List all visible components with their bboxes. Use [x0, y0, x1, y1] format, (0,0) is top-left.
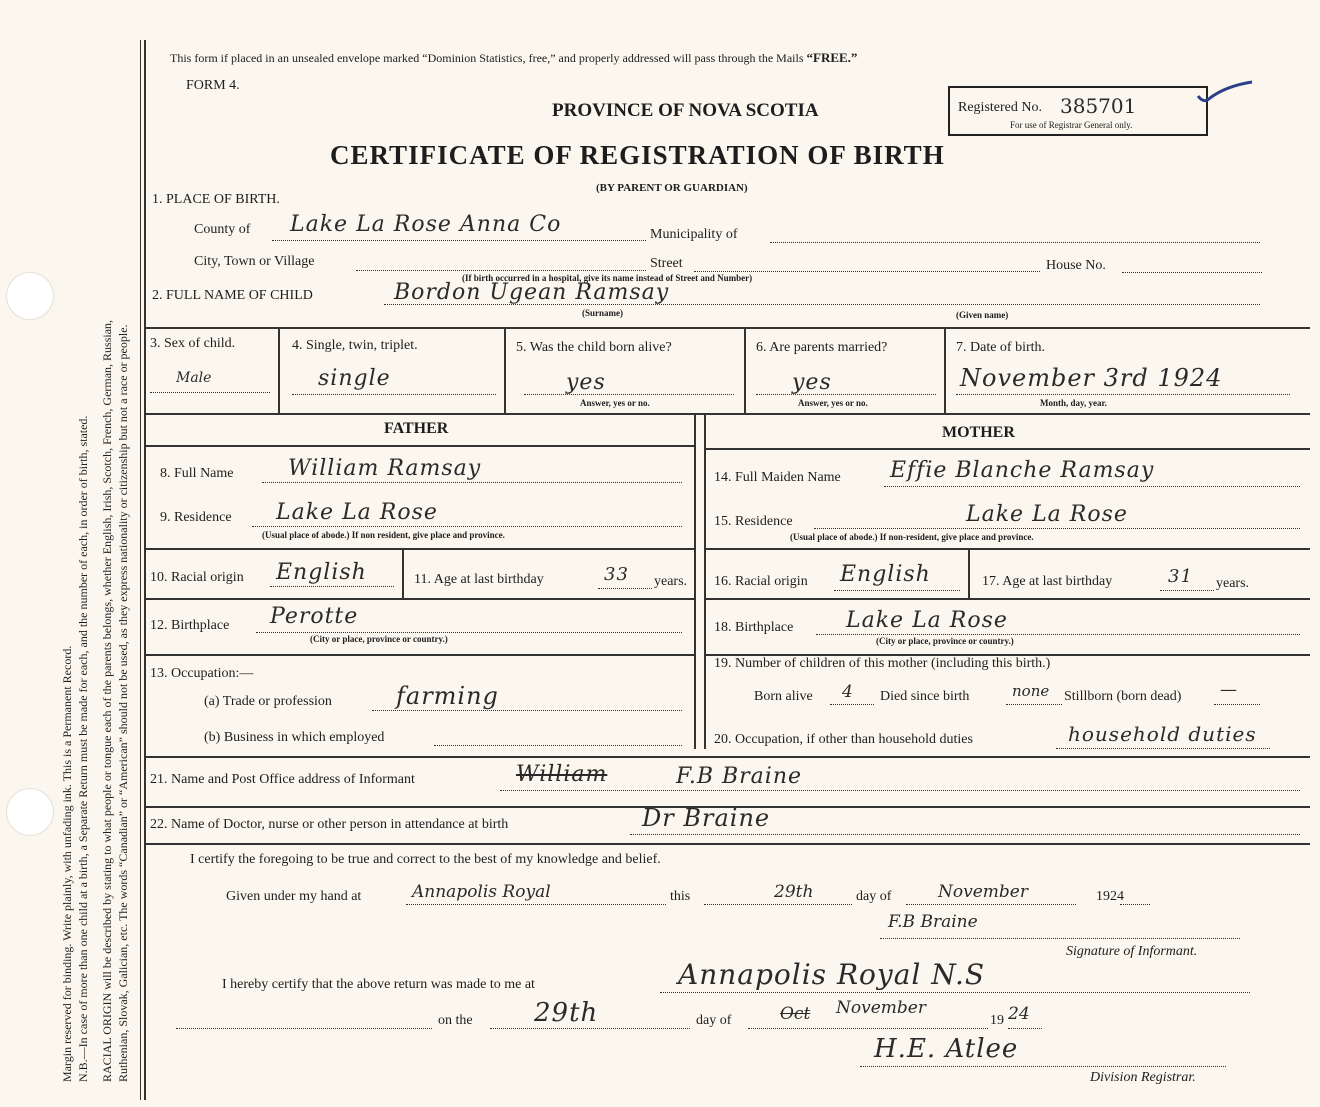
born-alive-count-label: Born alive [754, 689, 813, 704]
single-twin-label: 4. Single, twin, triplet. [292, 338, 418, 353]
father-birthplace-label: 12. Birthplace [150, 618, 230, 633]
doctor-line [630, 834, 1300, 835]
given-place-line [406, 904, 666, 905]
father-name-line [262, 482, 682, 483]
city-line [356, 270, 646, 271]
given-year-value: 1924 [1096, 889, 1124, 904]
county-line [272, 240, 646, 241]
row3-bottom-rule [145, 413, 1310, 415]
mother-occupation-label: 20. Occupation, if other than household duties [714, 732, 973, 747]
father-heading-rule [145, 445, 694, 447]
date-of-birth-label: 7. Date of birth. [956, 340, 1046, 355]
father-racial-rule [145, 598, 694, 600]
father-age-divider [402, 548, 404, 598]
row3-divider-2 [504, 327, 506, 413]
margin-text-4: Ruthenian, Slovak, Galician, etc. The words “Canadian” or “American” should not be used, as they express nationality or citizenship but not a race or people. [116, 324, 130, 1082]
mail-notice-free: “FREE.” [806, 50, 858, 65]
registration-box [948, 86, 1208, 136]
registered-number: 385701 [1060, 94, 1137, 118]
stillborn-label: Stillborn (born dead) [1064, 689, 1182, 704]
father-racial-line [270, 586, 394, 587]
mother-residence-note: (Usual place of abode.) If non-resident, give place and province. [790, 532, 1034, 542]
given-year-line [1120, 904, 1150, 905]
informant-signature-line [880, 938, 1240, 939]
child-name-line [384, 304, 1260, 305]
mother-birthplace-value: Lake La Rose [846, 608, 1008, 633]
mother-name-line [884, 486, 1300, 487]
page-title: CERTIFICATE OF REGISTRATION OF BIRTH [330, 140, 945, 170]
given-day-line [704, 904, 852, 905]
sex-line [150, 392, 270, 393]
registrar-signature-line [860, 1066, 1226, 1067]
stillborn-value: — [1220, 680, 1237, 700]
father-birthplace-line [256, 632, 682, 633]
mother-residence-label: 15. Residence [714, 514, 793, 529]
division-registrar-label: Division Registrar. [1090, 1070, 1196, 1085]
parents-married-note: Answer, yes or no. [798, 398, 868, 408]
informant-struck-value: William [516, 762, 608, 787]
margin-rule-outer [140, 40, 141, 1100]
informant-label: 21. Name and Post Office address of Informant [150, 772, 415, 787]
mother-occupation-line [1056, 748, 1270, 749]
father-racial-value: English [276, 560, 367, 585]
mother-children-label: 19. Number of children of this mother (including this birth.) [714, 656, 1051, 671]
street-line [694, 271, 1040, 272]
parents-married-line [756, 394, 936, 395]
mother-occupation-value: household duties [1068, 722, 1257, 746]
registrar-place-line [660, 992, 1250, 993]
row21-top-rule [145, 756, 1310, 758]
binding-hole-top [6, 272, 54, 320]
signature-of-informant-label: Signature of Informant. [1066, 944, 1198, 959]
mother-years-label: years. [1216, 576, 1250, 591]
margin-text-2: N.B.—In case of more than one child at a birth, a Separate Return must be made for each, and the number of each, in order of birth, stated. [76, 415, 90, 1082]
page-subtitle: (BY PARENT OR GUARDIAN) [596, 182, 748, 194]
mother-racial-value: English [840, 562, 931, 587]
mother-birthplace-line [816, 634, 1300, 635]
row3-top-rule [145, 327, 1310, 329]
mother-residence-value: Lake La Rose [966, 502, 1128, 527]
registrar-year-line [1008, 1028, 1042, 1029]
sex-label: 3. Sex of child. [150, 336, 236, 351]
row3-divider-3 [744, 327, 746, 413]
on-the-label: on the [438, 1013, 473, 1028]
stillborn-line [1214, 704, 1260, 705]
died-since-birth-value: none [1012, 682, 1050, 700]
date-of-birth-value: November 3rd 1924 [960, 364, 1223, 392]
city-label: City, Town or Village [194, 254, 315, 269]
registrar-year-value: 24 [1008, 1004, 1030, 1024]
registrar-year-prefix: 19 [990, 1013, 1004, 1028]
father-name-value: William Ramsay [288, 456, 482, 481]
born-alive-value: yes [566, 370, 606, 395]
born-alive-count-line [830, 704, 874, 705]
child-name-label: 2. FULL NAME OF CHILD [152, 288, 313, 303]
place-of-birth-label: 1. PLACE OF BIRTH. [152, 192, 280, 207]
surname-note: (Surname) [582, 308, 623, 318]
mother-column-left [704, 413, 706, 749]
mother-name-label: 14. Full Maiden Name [714, 470, 841, 485]
municipality-line [770, 242, 1260, 243]
date-of-birth-note: Month, day, year. [1040, 398, 1107, 408]
mother-residence-line [814, 528, 1300, 529]
province-heading: PROVINCE OF NOVA SCOTIA [552, 100, 819, 121]
father-birthplace-rule [145, 654, 694, 656]
registered-label: Registered No. [958, 100, 1042, 115]
doctor-label: 22. Name of Doctor, nurse or other person in attendance at birth [150, 817, 509, 832]
this-label: this [670, 889, 691, 904]
parents-married-label: 6. Are parents married? [756, 340, 888, 355]
father-trade-line [372, 710, 682, 711]
single-twin-value: single [318, 366, 391, 391]
given-day-value: 29th [774, 882, 814, 902]
father-years-label: years. [654, 574, 688, 589]
informant-signature: F.B Braine [888, 912, 978, 932]
father-residence-line [252, 526, 682, 527]
given-day-of-label: day of [856, 889, 892, 904]
single-twin-line [292, 394, 496, 395]
row22-bottom-rule [145, 843, 1310, 845]
informant-value: F.B Braine [676, 764, 803, 789]
mother-residence-rule [705, 548, 1310, 550]
mother-birthplace-label: 18. Birthplace [714, 620, 794, 635]
mother-age-divider [968, 548, 970, 598]
father-birthplace-value: Perotte [270, 604, 359, 629]
father-residence-note: (Usual place of abode.) If non resident, give place and province. [262, 530, 505, 540]
certification-statement: I certify the foregoing to be true and correct to the best of my knowledge and belief. [190, 852, 661, 867]
registrar-place-value: Annapolis Royal N.S [678, 958, 986, 991]
died-since-birth-line [1006, 704, 1062, 705]
binding-hole-bottom [6, 788, 54, 836]
given-month-value: November [938, 882, 1028, 902]
father-residence-value: Lake La Rose [276, 500, 438, 525]
mother-racial-line [834, 590, 960, 591]
died-since-birth-label: Died since birth [880, 689, 970, 704]
born-alive-line [524, 394, 734, 395]
registrar-day-value: 29th [534, 998, 599, 1028]
born-alive-label: 5. Was the child born alive? [516, 340, 672, 355]
parents-married-value: yes [792, 370, 832, 395]
mother-racial-rule [705, 598, 1310, 600]
house-label: House No. [1046, 258, 1106, 273]
check-mark-icon [1196, 78, 1256, 108]
county-label: County of [194, 222, 251, 237]
father-trade-value: farming [396, 682, 499, 710]
registrar-month-value: November [836, 998, 926, 1018]
margin-text-1: Margin reserved for binding. Write plainly, with unfading ink. This is a Permanent Record. [60, 645, 74, 1082]
mother-name-value: Effie Blanche Ramsay [890, 458, 1155, 483]
given-name-note: (Given name) [956, 310, 1009, 320]
sex-value: Male [176, 370, 212, 386]
father-column-right [694, 413, 696, 749]
born-alive-count-value: 4 [842, 682, 853, 702]
mother-racial-label: 16. Racial origin [714, 574, 808, 589]
father-business-line [434, 745, 682, 746]
mother-age-label: 17. Age at last birthday [982, 574, 1113, 589]
father-occupation-label: 13. Occupation:— [150, 666, 254, 681]
row3-divider-4 [944, 327, 946, 413]
street-label: Street [650, 256, 683, 271]
registrar-month-line [748, 1028, 988, 1029]
given-under-hand-label: Given under my hand at [226, 889, 362, 904]
mail-notice [170, 50, 857, 66]
father-age-value: 33 [604, 564, 629, 585]
father-residence-label: 9. Residence [160, 510, 232, 525]
registrar-day-of-label: day of [696, 1013, 732, 1028]
father-name-label: 8. Full Name [160, 466, 234, 481]
father-residence-rule [145, 548, 694, 550]
hospital-note: (If birth occurred in a hospital, give its name instead of Street and Number) [462, 273, 753, 283]
father-business-label: (b) Business in which employed [204, 730, 385, 745]
mother-heading: MOTHER [942, 424, 1015, 441]
margin-text-3: RACIAL ORIGIN will be described by stating to what people or tongue each of the parents belongs, whether English, Irish, Scotch, French, German, Russian, [100, 319, 114, 1082]
house-line [1122, 272, 1262, 273]
given-place-value: Annapolis Royal [412, 882, 551, 902]
father-trade-label: (a) Trade or profession [204, 694, 332, 709]
mother-age-value: 31 [1168, 566, 1193, 587]
on-the-lead-line [176, 1028, 432, 1029]
registrar-signature: H.E. Atlee [874, 1034, 1019, 1064]
mother-birthplace-note: (City or place, province or country.) [876, 636, 1014, 646]
registrar-day-line [490, 1028, 690, 1029]
margin-rule [144, 40, 146, 1100]
father-heading: FATHER [384, 420, 449, 437]
registrar-statement: I hereby certify that the above return was made to me at [222, 977, 535, 992]
child-name-value: Bordon Ugean Ramsay [394, 280, 670, 305]
born-alive-note: Answer, yes or no. [580, 398, 650, 408]
form-number: FORM 4. [186, 78, 240, 93]
registrar-note: For use of Registrar General only. [1010, 120, 1133, 130]
doctor-value: Dr Braine [642, 804, 771, 832]
date-of-birth-line [956, 394, 1290, 395]
mail-notice-text: This form if placed in an unsealed envelope marked “Dominion Statistics, free,” and properly addressed will pass through the Mails [170, 51, 804, 65]
father-racial-label: 10. Racial origin [150, 570, 244, 585]
municipality-label: Municipality of [650, 227, 738, 242]
county-value: Lake La Rose Anna Co [290, 212, 562, 237]
father-age-line [598, 588, 652, 589]
mother-heading-rule [705, 448, 1310, 450]
row3-divider-1 [278, 327, 280, 413]
registrar-month-struck: Oct [780, 1004, 811, 1024]
mother-age-line [1160, 590, 1214, 591]
given-month-line [906, 904, 1076, 905]
informant-line [500, 790, 1300, 791]
father-birthplace-note: (City or place, province or country.) [310, 634, 448, 644]
father-age-label: 11. Age at last birthday [414, 572, 544, 587]
